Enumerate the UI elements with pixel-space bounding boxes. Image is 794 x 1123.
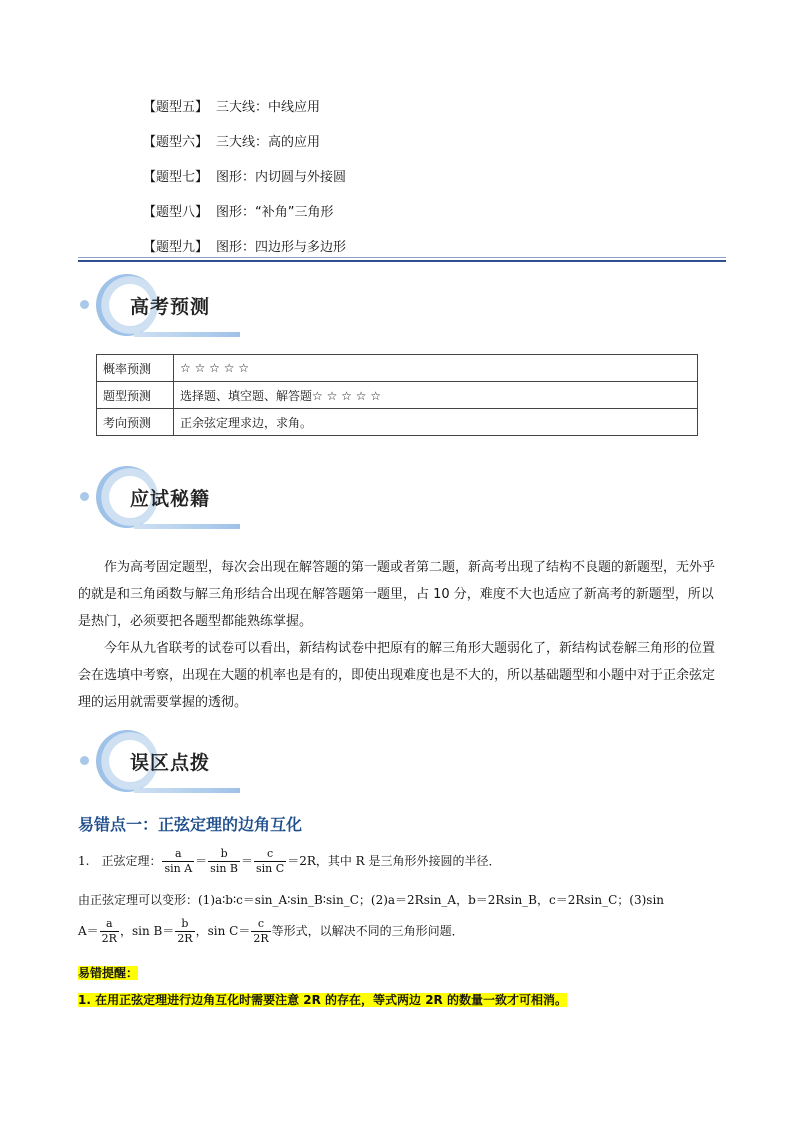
reminder-label-text: 易错提醒： <box>78 966 139 980</box>
table-key: 题型预测 <box>97 382 174 409</box>
fraction-numerator: b <box>220 847 228 860</box>
table-key: 考向预测 <box>97 409 174 436</box>
decor-dot-icon <box>80 492 89 501</box>
toc-text: 图形：内切圆与外接圆 <box>216 170 347 185</box>
toc-item[interactable] <box>143 166 346 185</box>
forecast-table <box>96 354 698 436</box>
decor-dot-icon <box>80 756 89 765</box>
toc-item[interactable] <box>143 201 334 220</box>
divider <box>78 257 726 258</box>
fraction-numerator: a <box>106 917 113 930</box>
fraction-denominator: 2R <box>101 932 117 945</box>
table-row <box>97 355 698 382</box>
variant-text: ，sin B＝ <box>119 924 175 938</box>
variant-line-2 <box>78 917 464 946</box>
toc-tag: 【题型八】 <box>143 205 209 220</box>
section-title: 高考预测 <box>130 296 211 318</box>
fraction-denominator: 2R <box>177 932 193 945</box>
table-value: 正余弦定理求边，求角。 <box>174 409 698 436</box>
fraction-numerator: c <box>257 917 265 930</box>
decor-bar <box>134 332 240 337</box>
toc-text: 三大线：高的应用 <box>216 135 321 150</box>
reminder-label <box>78 962 138 981</box>
section-header-tips <box>78 460 278 550</box>
table-row <box>97 409 698 436</box>
fraction-numerator: c <box>267 847 274 860</box>
fraction-denominator: sin C <box>256 862 285 875</box>
decor-bar <box>134 524 240 529</box>
variant-line: 由正弦定理可以变形：(1)a∶b∶c＝sin_A∶sin_B∶sin_C；(2)a＝2Rsin_A，b＝2Rsin_B，c＝2Rsin_C；(3)sin <box>78 893 665 907</box>
fraction <box>175 917 194 946</box>
section-header-pitfalls <box>78 724 278 814</box>
fraction-numerator: b <box>181 917 189 930</box>
reminder-item <box>78 989 567 1008</box>
tips-paragraph: 今年从九省联考的试卷可以看出，新结构试卷中把原有的解三角形大题弱化了，新结构试卷解三角形的位置会在选填中考察，出现在大题的机率也是有的，即使出现难度也是不大的，所以基础题型和小题中对于正余弦定理的运用就需要掌握的透彻。 <box>78 641 716 710</box>
toc-tag: 【题型六】 <box>143 135 209 150</box>
variant-text: A＝ <box>78 924 99 938</box>
sine-law-line <box>78 847 501 876</box>
section-title: 误区点拨 <box>130 752 211 774</box>
decor-bar <box>134 788 240 793</box>
fraction-denominator: sin B <box>210 862 238 875</box>
section-header-forecast <box>78 268 278 358</box>
toc-tag: 【题型九】 <box>143 240 209 255</box>
fraction <box>162 847 194 876</box>
fraction-denominator: 2R <box>253 932 269 945</box>
fraction-denominator: sin A <box>164 862 193 875</box>
fraction <box>100 917 119 946</box>
table-value: ☆ ☆ ☆ ☆ ☆ <box>174 355 698 382</box>
section-title: 应试秘籍 <box>130 488 211 510</box>
toc-text: 图形：“补角”三角形 <box>216 205 334 220</box>
equals-sign: ＝ <box>195 854 208 868</box>
fraction-numerator: a <box>175 847 182 860</box>
sine-law-prefix: 1. 正弦定理： <box>78 854 162 868</box>
toc-item[interactable] <box>143 236 346 255</box>
pitfall-title: 易错点一：正弦定理的边角互化 <box>78 815 303 834</box>
fraction <box>254 847 286 876</box>
table-row <box>97 382 698 409</box>
toc-text: 三大线：中线应用 <box>216 100 321 115</box>
toc-tag: 【题型五】 <box>143 100 209 115</box>
toc-text: 图形：四边形与多边形 <box>216 240 347 255</box>
table-value: 选择题、填空题、解答题☆ ☆ ☆ ☆ ☆ <box>174 382 698 409</box>
toc-item[interactable] <box>143 131 320 150</box>
toc-tag: 【题型七】 <box>143 170 209 185</box>
decor-dot-icon <box>80 300 89 309</box>
fraction <box>251 917 270 946</box>
fraction <box>208 847 240 876</box>
variant-text: ，sin C＝ <box>195 924 251 938</box>
tips-paragraph: 作为高考固定题型，每次会出现在解答题的第一题或者第二题，新高考出现了结构不良题的新题型，无外乎的就是和三角函数与解三角形结合出现在解答题第一题里，占 10 分，难度不大也适应了新高考的新题型，所以是热门，必须要把各题型都能熟练掌握。 <box>78 560 716 629</box>
divider <box>78 260 726 262</box>
toc-item[interactable] <box>143 96 320 115</box>
equals-sign: ＝ <box>241 854 254 868</box>
table-key: 概率预测 <box>97 355 174 382</box>
variant-text: 等形式，以解决不同的三角形问题． <box>271 924 464 938</box>
sine-law-suffix: ＝2R，其中 R 是三角形外接圆的半径． <box>287 854 501 868</box>
reminder-text: 1. 在用正弦定理进行边角互化时需要注意 2R 的存在，等式两边 2R 的数量一致才可相消。 <box>78 993 567 1007</box>
